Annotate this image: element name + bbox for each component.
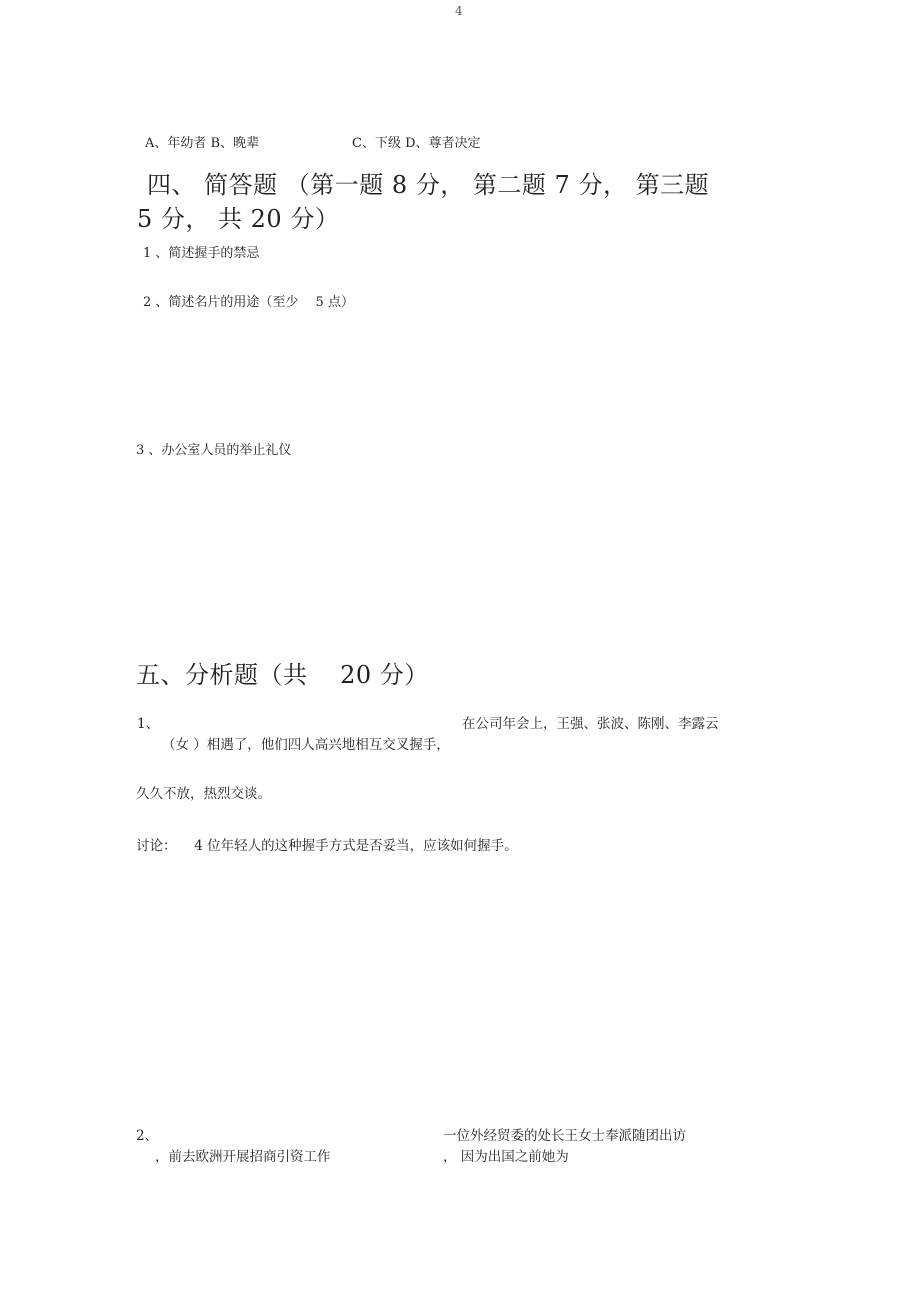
section-5-heading: 五、分析题（共 20 分）	[136, 661, 429, 689]
case-1-text-b: （女 ）相遇了，他们四人高兴地相互交叉握手，	[162, 737, 450, 753]
question-2: 2 、简述名片的用途（至少 5 点）	[143, 295, 354, 310]
case-2-number: 2、	[136, 1128, 159, 1144]
case-2-text-c: ， 因为出国之前她为	[443, 1149, 569, 1165]
case-1-text-a: 在公司年会上，王强、张波、陈刚、李露云	[462, 716, 719, 732]
case-1-text-c: 久久不放，热烈交谈。	[136, 786, 271, 802]
question-1: 1 、简述握手的禁忌	[143, 246, 260, 261]
question-3: 3 、办公室人员的举止礼仪	[136, 443, 292, 458]
option-c-d: C、下级 D、尊者决定	[352, 136, 481, 151]
case-2-text-b: ，前去欧洲开展招商引资工作	[155, 1149, 331, 1165]
section-4-heading-line2: 5 分， 共 20 分）	[137, 205, 340, 233]
page-number: 4	[455, 4, 463, 18]
case-1-discussion: 讨论： 4 位年轻人的这种握手方式是否妥当，应该如何握手。	[136, 838, 518, 854]
case-1-number: 1、	[137, 716, 160, 732]
section-4-heading-line1: 四、 简答题 （第一题 8 分， 第二题 7 分， 第三题	[147, 171, 710, 199]
case-2-text-a: 一位外经贸委的处长王女士奉派随团出访	[443, 1128, 686, 1144]
option-a-b: A、年幼者 B、晚辈	[145, 136, 260, 151]
